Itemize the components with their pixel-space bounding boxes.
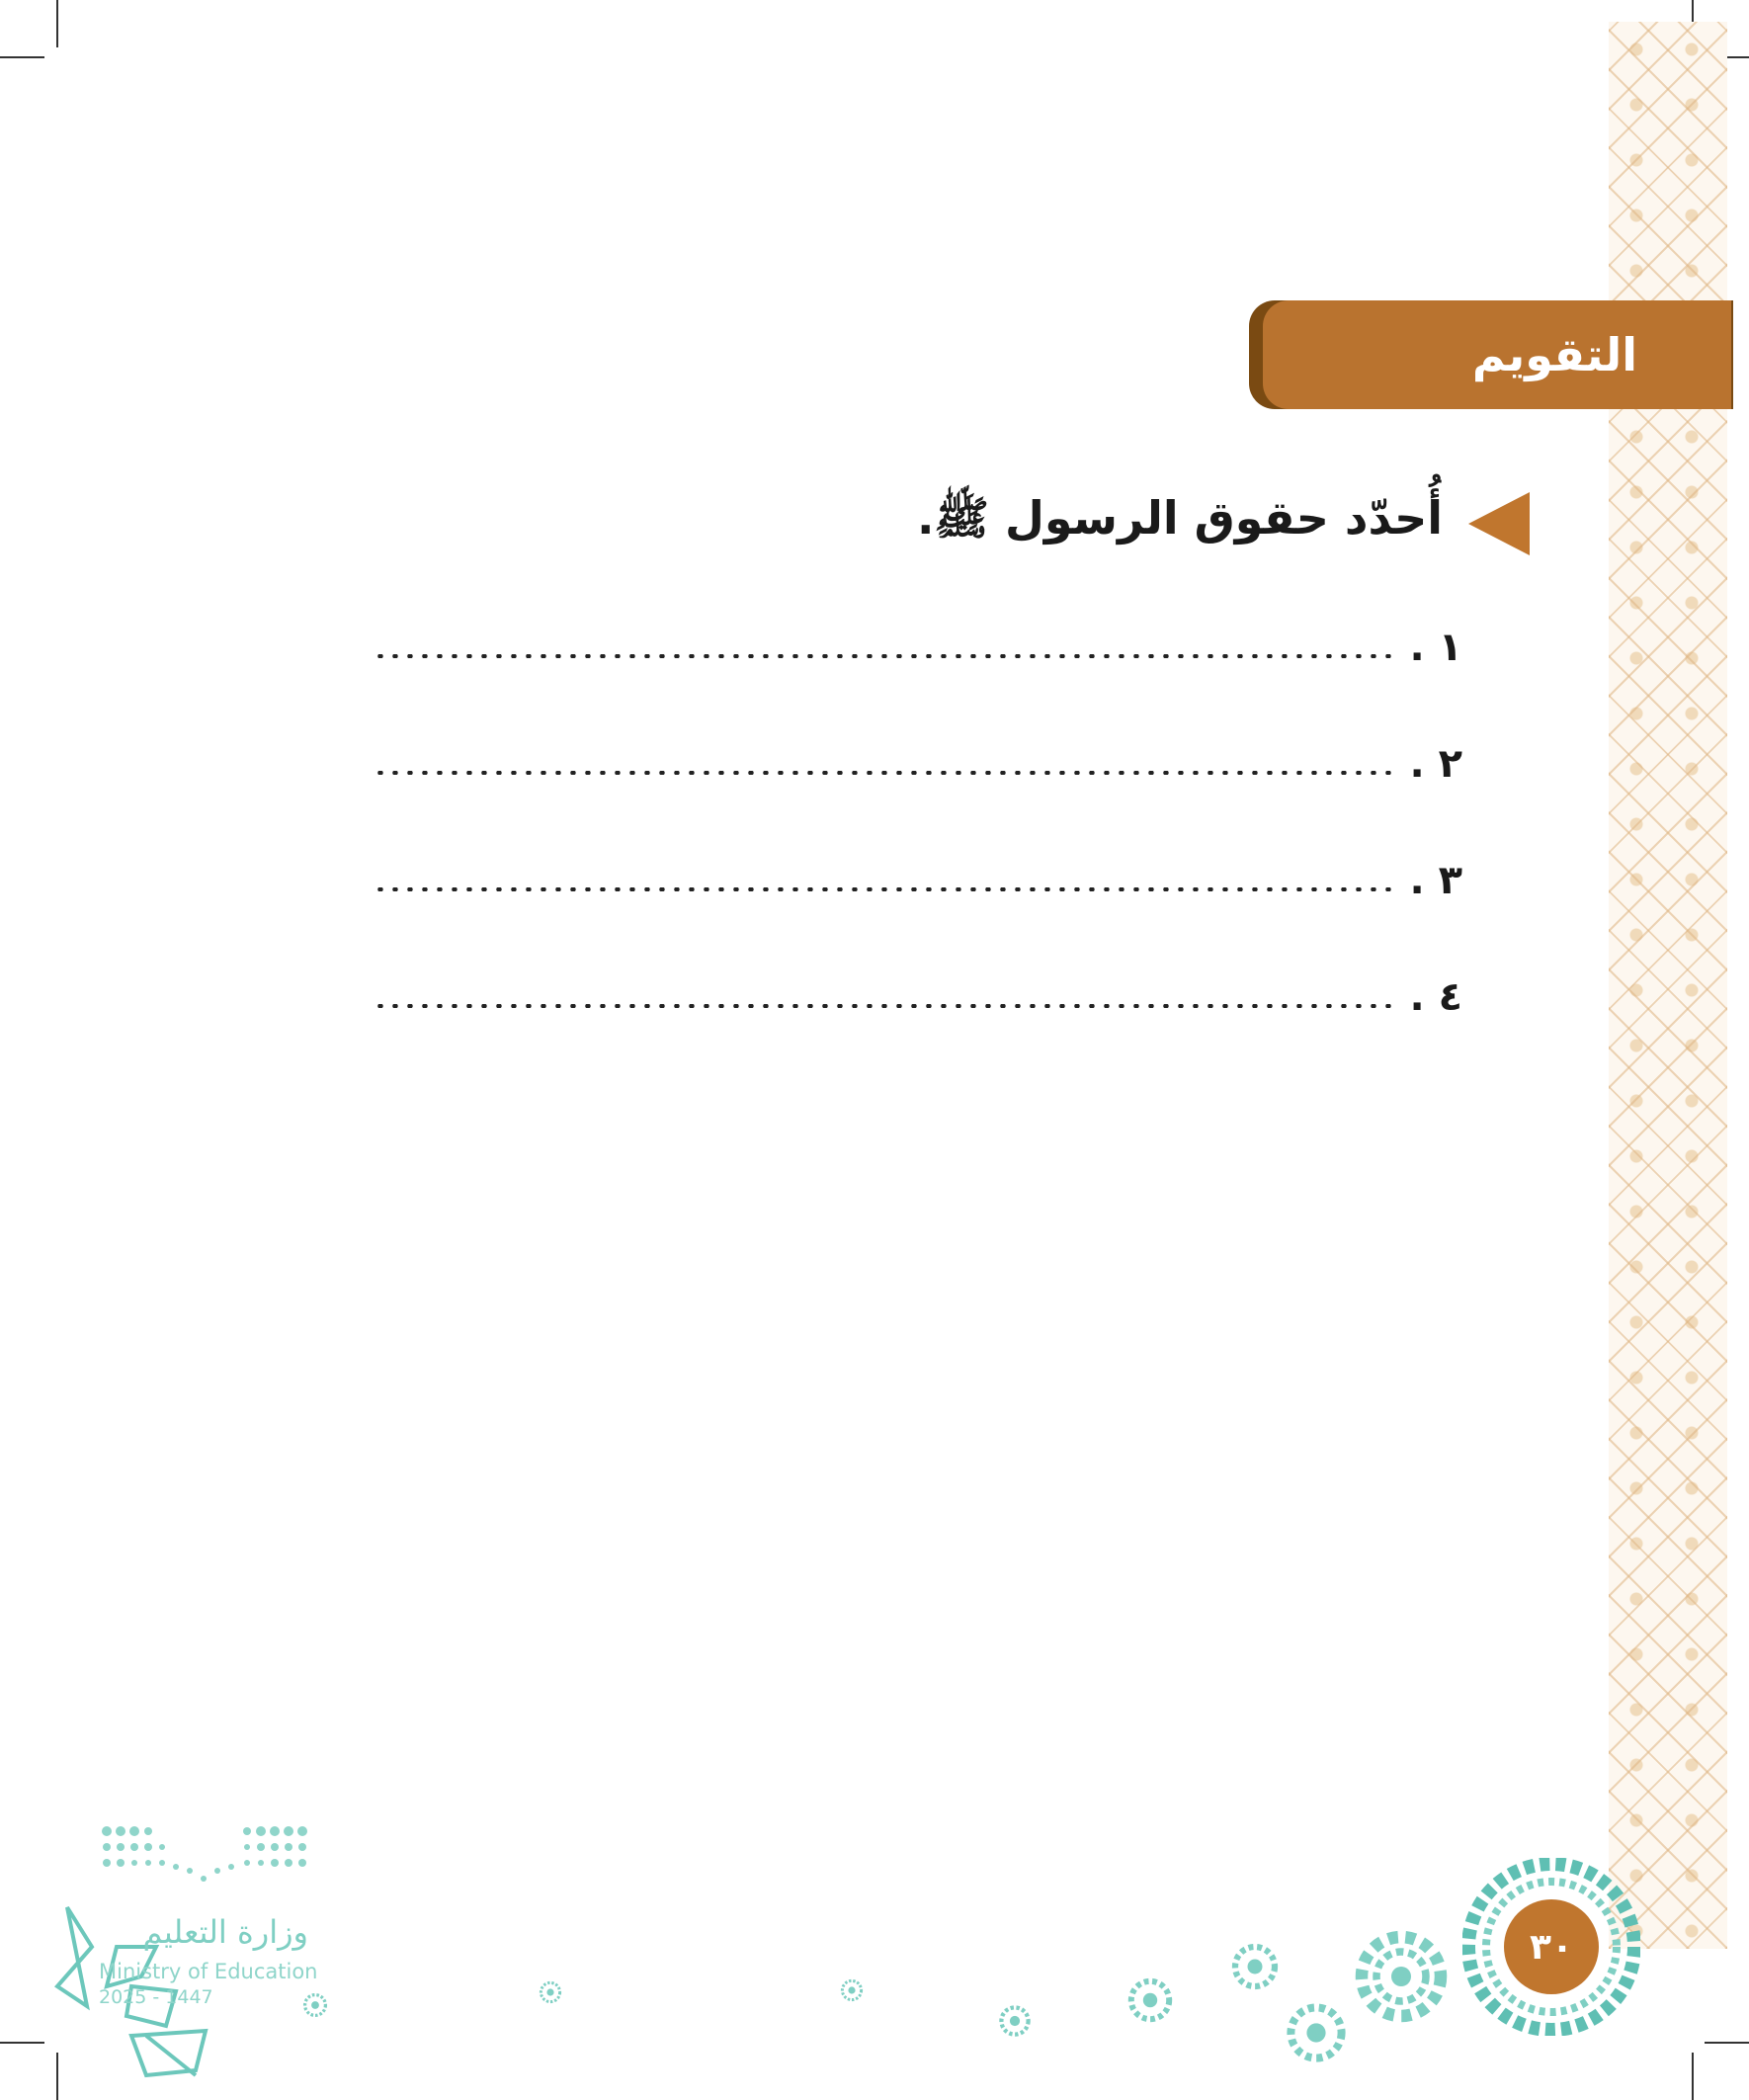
rosette-ornament-icon [1230, 1942, 1280, 1991]
answer-number: ٢ . [1409, 741, 1462, 787]
answer-line-2[interactable] [375, 734, 1462, 794]
page-number: ٣٠ [1530, 1926, 1573, 1968]
section-title: التقويم [1471, 328, 1637, 381]
crop-mark [0, 56, 44, 58]
answer-number: ٣ . [1409, 858, 1462, 903]
rosette-ornament-icon [302, 1992, 328, 2018]
crop-mark [1705, 2042, 1749, 2044]
ministry-dots-icon [99, 1823, 311, 1892]
dotted-line [375, 771, 1395, 775]
dotted-line [375, 1004, 1395, 1008]
rosette-ornament-icon [998, 2004, 1032, 2038]
crop-mark [56, 0, 58, 47]
dotted-line [375, 654, 1395, 658]
triangle-marker-icon [1468, 492, 1530, 555]
instruction-text: أُحدّد حقوق الرسول ﷺ. [916, 491, 1443, 545]
rosette-ornament-icon [840, 1978, 864, 2002]
answer-number: ١ . [1409, 625, 1462, 670]
answer-line-4[interactable] [375, 967, 1462, 1027]
ministry-name-en: Ministry of Education [99, 1960, 318, 1983]
answer-number: ٤ . [1409, 974, 1462, 1020]
answer-line-1[interactable] [375, 618, 1462, 677]
answer-line-3[interactable] [375, 851, 1462, 910]
rosette-ornament-icon [1126, 1976, 1174, 2024]
rosette-ornament-icon [539, 1980, 562, 2004]
rosette-ornament-icon [1352, 1927, 1451, 2026]
edition-year: 2025 - 1447 [99, 1986, 213, 2008]
crop-mark [1692, 2053, 1694, 2100]
dotted-line [375, 887, 1395, 891]
heading-banner [1263, 300, 1731, 409]
crop-mark [0, 2042, 44, 2044]
ministry-name-ar: وزارة التعليم [142, 1913, 308, 1951]
rosette-ornament-icon [1285, 2001, 1348, 2064]
